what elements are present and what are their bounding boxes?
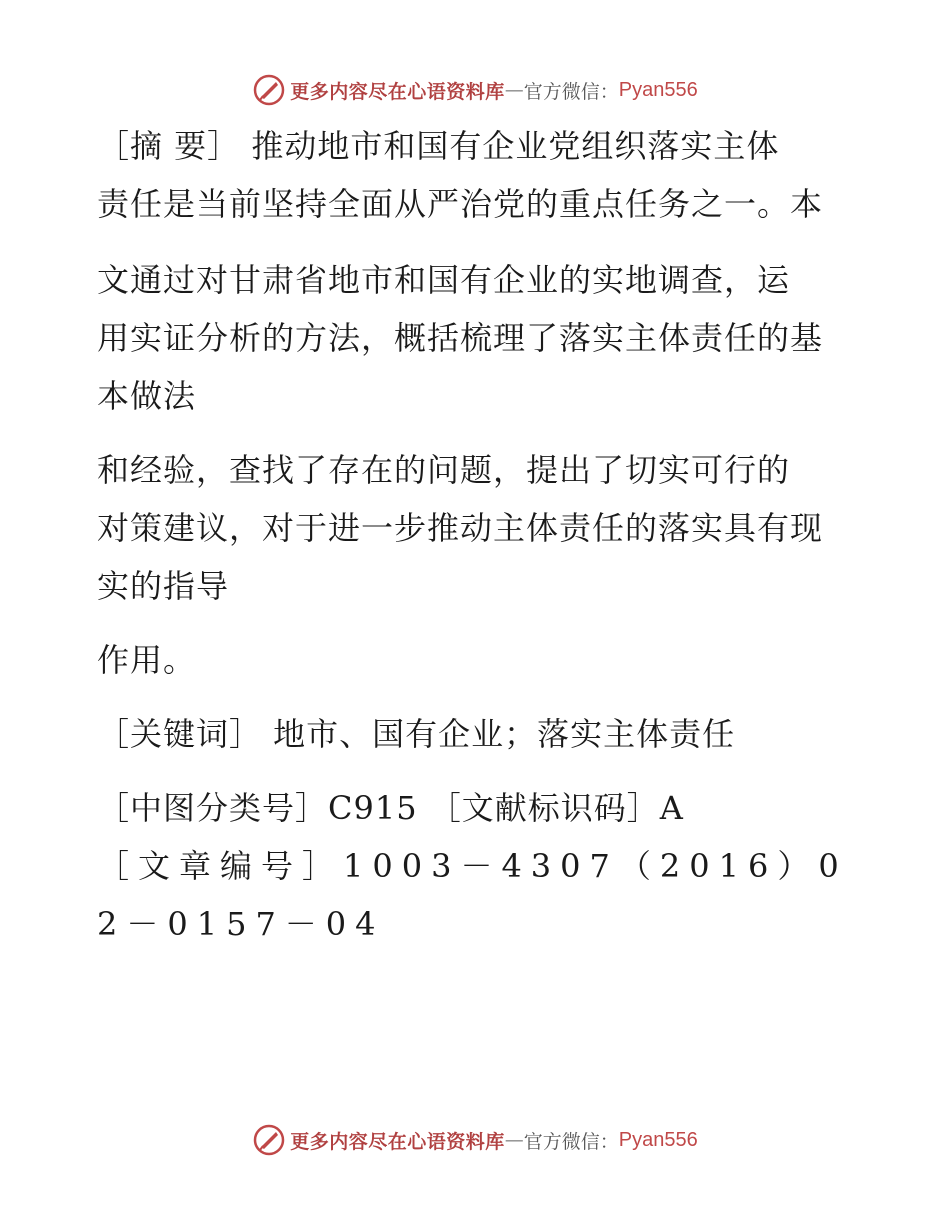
- article-number-line-2: 2－0157－04: [97, 905, 385, 943]
- banner-wechat-label: 官方微信：: [523, 80, 619, 103]
- banner-text: 更多内容尽在心语资料库: [290, 80, 505, 103]
- abstract-line-4: 用实证分析的方法，概括梳理了落实主体责任的基: [97, 319, 824, 357]
- header-watermark-banner: [0, 70, 950, 110]
- banner-wechat-id: Pyan556: [618, 78, 698, 101]
- banner-separator: —: [504, 79, 524, 101]
- abstract-line-5: 本做法: [97, 377, 197, 415]
- abstract-line-6: 和经验，查找了存在的问题，提出了切实可行的: [97, 451, 791, 489]
- abstract-line-2: 责任是当前坚持全面从严治党的重点任务之一。本: [97, 185, 824, 223]
- quill-logo-icon: [252, 73, 286, 107]
- article-number-line-1: ［文章编号］1003－4307（2016）0: [97, 847, 848, 885]
- abstract-line-9: 作用。: [97, 641, 197, 679]
- banner-separator: —: [504, 1129, 524, 1151]
- abstract-line-7: 对策建议，对于进一步推动主体责任的落实具有现: [97, 509, 824, 547]
- classification-line: ［中图分类号］C915 ［文献标识码］A: [97, 789, 684, 827]
- quill-logo-icon: [252, 1123, 286, 1157]
- abstract-line-1: ［摘 要］ 推动地市和国有企业党组织落实主体: [97, 127, 780, 165]
- abstract-line-3: 文通过对甘肃省地市和国有企业的实地调查，运: [97, 261, 791, 299]
- footer-watermark-banner: [0, 1120, 950, 1160]
- abstract-line-8: 实的指导: [97, 567, 230, 605]
- banner-wechat-id: Pyan556: [618, 1128, 698, 1151]
- keywords-line: ［关键词］ 地市、国有企业；落实主体责任: [97, 715, 736, 753]
- banner-wechat-label: 官方微信：: [523, 1130, 619, 1153]
- banner-text: 更多内容尽在心语资料库: [290, 1130, 505, 1153]
